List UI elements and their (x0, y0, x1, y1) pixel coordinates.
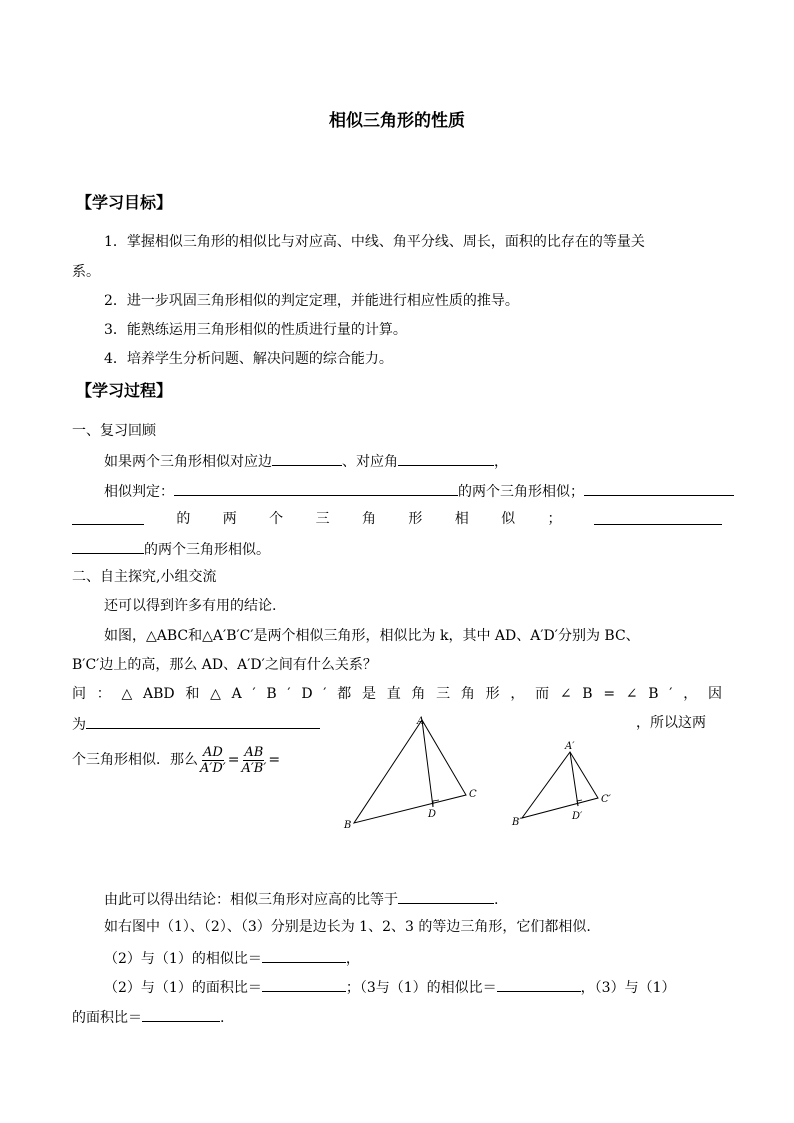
so-these-text: ，所以这两 (636, 715, 706, 731)
conclude-intro: 还可以得到许多有用的结论. (104, 598, 277, 614)
page-title: 相似三角形的性质 (329, 111, 465, 131)
label-c: C (469, 789, 477, 800)
because-line: 为 (72, 713, 320, 735)
label-a: A (417, 716, 425, 727)
objective-1: 1．掌握相似三角形的相似比与对应高、中线、角平分线、周长，面积的比存在的等量关 (104, 234, 645, 250)
section-explore: 二、自主探究,小组交流 (72, 569, 217, 585)
blank-corresponding-angles[interactable] (398, 450, 494, 466)
right-figure-text: 如右图中（1）、（2）、（3）分别是边长为 1、2、3 的等边三角形，它们都相似. (104, 919, 591, 935)
blank-corresponding-sides[interactable] (272, 450, 342, 466)
section-review: 一、复习回顾 (72, 423, 156, 439)
area-ratio-line-cont: 的面积比＝ . (72, 1006, 224, 1028)
blank-ratio-3-1[interactable] (497, 976, 581, 992)
figure-description: 如图，△ABC和△A′B′C′是两个相似三角形，相似比为 k，其中 AD、A′D′分别为 BC、 (104, 628, 640, 644)
blank-judge-1[interactable] (174, 480, 458, 496)
objective-1-cont: 系。 (72, 264, 100, 280)
label-d-prime: D′ (572, 811, 583, 822)
triangle-abc-prime (511, 741, 612, 828)
label-b-prime: B′ (512, 817, 522, 828)
review-line: 如果两个三角形相似对应边 、对应角 ， (104, 450, 508, 472)
fraction-ad: $\frac{AD}{A'D'}$ (200, 744, 226, 776)
blank-ratio-2-1[interactable] (262, 947, 346, 963)
blank-because[interactable] (86, 713, 320, 729)
blank-judge-3-cont[interactable] (72, 538, 144, 554)
ratio-2-1-line: （2）与（1）的相似比＝ ， (104, 947, 360, 969)
fraction-ab: $\frac{AB}{A'B'}$ (241, 744, 267, 776)
question-line: 问 ： △ ABD 和 △ A ′ B ′ D ′ 都 是 直 角 三 角 形 ， 而 ∠ B = ∠ B ′ ， 因 (72, 686, 722, 702)
blank-area-2-1[interactable] (262, 976, 346, 992)
judge-line-2: 的 两 个 三 角 形 相 似 ； (72, 509, 722, 529)
figure-description-cont: B′C′边上的高，那么 AD、A′D′之间有什么关系？ (72, 657, 377, 673)
area-ratio-line: （2）与（1）的面积比＝ ；（3与（1）的相似比＝ ，（3）与（1） (104, 976, 722, 998)
label-a-prime: A′ (565, 741, 575, 752)
objective-2: 2．进一步巩固三角形相似的判定定理，并能进行相应性质的推导。 (104, 293, 519, 309)
process-heading: 【学习过程】 (76, 381, 173, 400)
objective-4: 4．培养学生分析问题、解决问题的综合能力。 (104, 351, 393, 367)
blank-area-3-1[interactable] (142, 1006, 220, 1022)
ratio-line: 个三角形相似．那么 $\frac{AD}{A'D'}$ = $\frac{AB}{A'B'}$ = (72, 744, 281, 776)
triangle-abc (343, 716, 477, 831)
judge-line-3: 的两个三角形相似。 (72, 538, 270, 560)
blank-judge-3[interactable] (594, 509, 722, 525)
blank-judge-2[interactable] (584, 480, 734, 496)
label-b: B (344, 820, 352, 831)
label-c-prime: C′ (601, 794, 611, 805)
blank-height-ratio[interactable] (398, 888, 494, 904)
judge-line: 相似判定： 的两个三角形相似； (104, 480, 734, 502)
label-d: D (428, 809, 437, 820)
objective-3: 3．能熟练运用三角形相似的性质进行量的计算。 (104, 322, 407, 338)
blank-judge-2-cont[interactable] (72, 509, 144, 525)
objectives-heading: 【学习目标】 (76, 193, 173, 212)
conclusion-line: 由此可以得出结论：相似三角形对应高的比等于 . (104, 888, 498, 910)
similar-triangles-figure (340, 710, 640, 840)
